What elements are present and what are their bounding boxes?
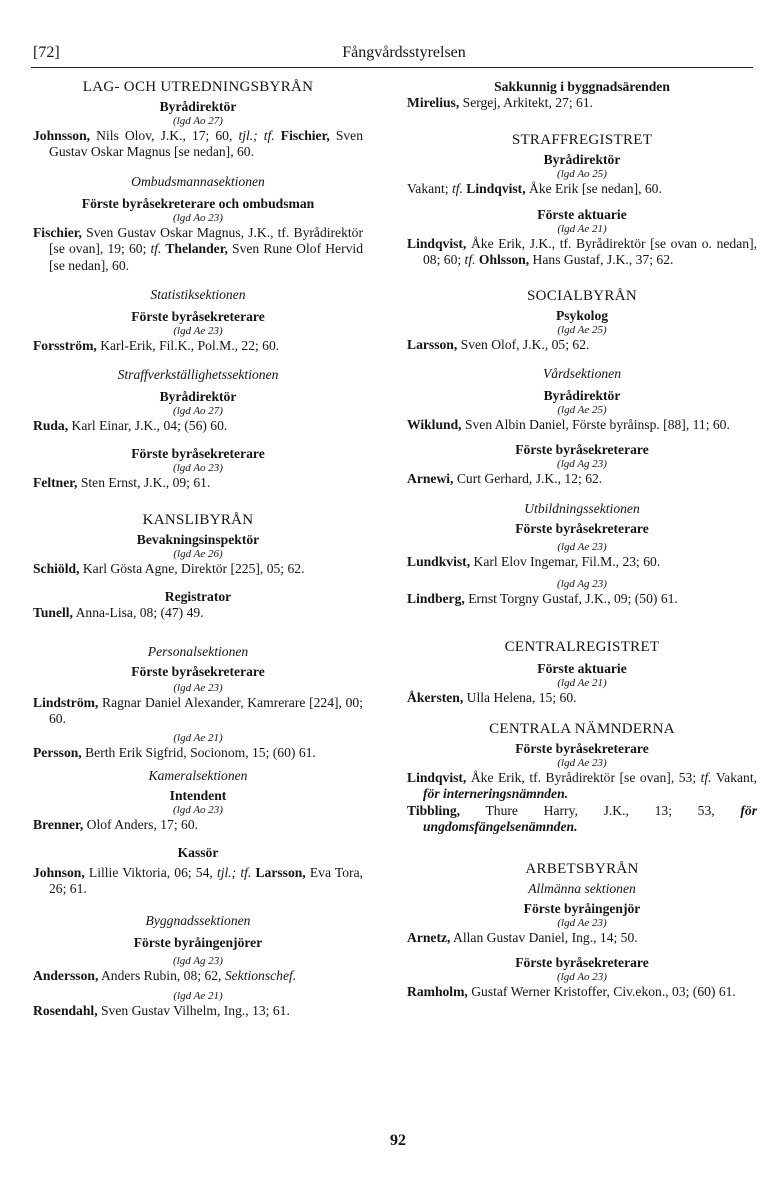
- salary-grade: (lgd Ae 26): [173, 548, 223, 561]
- section-title: KANSLIBYRÅN: [142, 512, 254, 529]
- section-title: STRAFFREGISTRET: [511, 132, 653, 149]
- salary-grade: (lgd Ae 23): [173, 325, 223, 338]
- role-heading: Förste byråsekreterare: [515, 520, 649, 536]
- person-entry: Arnewi, Curt Gerhard, J.K., 12; 62.: [407, 471, 603, 487]
- role-heading: Förste byråsekreterare: [515, 741, 649, 757]
- section-title: CENTRALREGISTRET: [504, 638, 660, 655]
- person-entry: Johnson, Lillie Viktoria, 06; 54, tjl.; tf. Larsson, Eva Tora, 26; 61.: [33, 864, 364, 897]
- role-heading: Intendent: [169, 788, 227, 804]
- section-title: LAG- OCH UTREDNINGSBYRÅN: [82, 79, 314, 95]
- person-entry: Johnsson, Nils Olov, J.K., 17; 60, tjl.; tf. Fischier, Sven Gustav Oskar Magnus [se nedan], 60.: [33, 128, 364, 160]
- person-entry: Ramholm, Gustaf Werner Kristoffer, Civ.ekon., 03; (60) 61.: [407, 984, 736, 1000]
- person-entry: Wiklund, Sven Albin Daniel, Förste byråinsp. [88], 11; 60.: [407, 417, 730, 433]
- right-column: [407, 78, 757, 1001]
- salary-grade: (lgd Ag 23): [557, 578, 607, 591]
- person-entry: Fischier, Sven Gustav Oskar Magnus, J.K., tf. Byrådirektör [se ovan], 19; 60; tf. Thelander, Sven Rune Olof Hervid [se nedan], 60.: [33, 224, 363, 273]
- person-entry: Vakant; tf. Lindqvist, Åke Erik [se nedan], 60.: [407, 181, 662, 197]
- role-heading: Sakkunnig i byggnadsärenden: [494, 79, 670, 94]
- salary-grade: (lgd Ag 23): [557, 458, 607, 471]
- role-heading: Förste byråsekreterare: [515, 955, 649, 971]
- role-heading: Förste aktuarie: [537, 660, 627, 676]
- salary-grade: (lgd Ae 23): [557, 916, 607, 929]
- role-heading: Förste byråingenjör: [523, 900, 641, 916]
- role-heading: Förste byråsekreterare: [515, 442, 649, 458]
- salary-grade: (lgd Ao 25): [557, 168, 607, 181]
- salary-grade: (lgd Ae 21): [173, 731, 223, 744]
- person-name: Johnsson,: [33, 128, 91, 143]
- person-entry: Forsström, Karl-Erik, Fil.K., Pol.M., 22; 60.: [33, 338, 280, 354]
- person-entry: Persson, Berth Erik Sigfrid, Socionom, 15; (60) 61.: [33, 744, 316, 760]
- salary-grade: (lgd Ae 21): [557, 222, 607, 235]
- role-heading: Byrådirektör: [159, 389, 237, 405]
- person-entry: Arnetz, Allan Gustav Daniel, Ing., 14; 50.: [407, 929, 638, 945]
- subsection-title: Vårdsektionen: [542, 366, 622, 382]
- salary-grade: (lgd Ao 23): [173, 461, 223, 474]
- salary-grade: (lgd Ao 23): [557, 971, 607, 984]
- section-title: ARBETSBYRÅN: [525, 860, 639, 877]
- person-entry: Lindqvist, Åke Erik, J.K., tf. Byrådirektör [se ovan o. nedan], 08; 60; tf. Ohlsson, Hans Gustaf, J.K., 37; 62.: [407, 235, 757, 268]
- role-heading: Bevakningsinspektör: [136, 532, 260, 548]
- person-entry: Larsson, Sven Olof, J.K., 05; 62.: [407, 336, 590, 352]
- person-entry: Ruda, Karl Einar, J.K., 04; (56) 60.: [33, 418, 228, 434]
- role-heading: Förste aktuarie: [537, 206, 627, 222]
- page-number-footer: 92: [390, 1132, 406, 1149]
- person-entry: Lindberg, Ernst Torgny Gustaf, J.K., 09; (50) 61.: [407, 591, 678, 607]
- left-column: [33, 78, 363, 1019]
- person-entry: Lundkvist, Karl Elov Ingemar, Fil.M., 23; 60.: [407, 553, 661, 569]
- subsection-title: Personalsektionen: [147, 644, 249, 660]
- role-heading: Byrådirektör: [159, 99, 237, 114]
- person-entry: Feltner, Sten Ernst, J.K., 09; 61.: [33, 474, 211, 490]
- salary-grade: (lgd Ae 21): [173, 989, 223, 1002]
- person-entry: Schiöld, Karl Gösta Agne, Direktör [225], 05; 62.: [33, 561, 305, 577]
- salary-grade: (lgd Ae 25): [557, 404, 607, 417]
- salary-grade: (lgd Ag 23): [173, 954, 223, 967]
- role-heading: Förste byråsekreterare: [131, 309, 265, 325]
- section-title: CENTRALA NÄMNDERNA: [489, 721, 675, 738]
- salary-grade: (lgd Ae 23): [557, 540, 607, 553]
- person-entry: Rosendahl, Sven Gustav Vilhelm, Ing., 13; 61.: [33, 1002, 290, 1018]
- page-number-header: [72]: [33, 44, 60, 61]
- subsection-title: Straffverkställighetssektionen: [117, 367, 279, 383]
- role-heading: Byrådirektör: [543, 388, 621, 404]
- role-heading: Förste byråsekreterare och ombudsman: [81, 195, 315, 211]
- role-heading: Kassör: [177, 844, 219, 860]
- person-entry: Andersson, Anders Rubin, 08; 62, Sektionschef.: [33, 967, 297, 983]
- person-entry: Lindström, Ragnar Daniel Alexander, Kamrerare [224], 00; 60.: [33, 695, 363, 727]
- person-entry: Brenner, Olof Anders, 17; 60.: [33, 817, 199, 833]
- subsection-title: Allmänna sektionen: [528, 880, 636, 896]
- role-heading: Förste byråsekreterare: [131, 664, 265, 680]
- salary-grade: (lgd Ao 27): [173, 405, 223, 418]
- salary-grade: (lgd Ae 23): [557, 757, 607, 770]
- person-entry: Tibbling, Thure Harry, J.K., 13; 53, för ungdomsfängelsenämnden.: [407, 802, 757, 835]
- section-title: SOCIALBYRÅN: [527, 287, 637, 304]
- salary-grade: (lgd Ao 27): [173, 115, 223, 127]
- salary-grade: (lgd Ae 25): [557, 323, 607, 336]
- salary-grade: (lgd Ao 23): [173, 211, 223, 224]
- subsection-title: Utbildningssektionen: [524, 500, 640, 516]
- role-heading: Förste byråsekreterare: [131, 445, 265, 461]
- role-heading: Psykolog: [555, 307, 609, 323]
- running-title: Fångvårdsstyrelsen: [342, 44, 466, 61]
- salary-grade: (lgd Ao 23): [173, 804, 223, 817]
- subsection-title: Statistiksektionen: [150, 287, 246, 303]
- person-entry: Lindqvist, Åke Erik, tf. Byrådirektör [se ovan], 53; tf. Vakant, för interneringsnämnden.: [407, 770, 757, 802]
- salary-grade: (lgd Ae 21): [557, 676, 607, 689]
- subsection-title: Ombudsmannasektionen: [131, 173, 265, 189]
- person-entry: Mirelius, Sergej, Arkitekt, 27; 61.: [407, 95, 594, 110]
- person-entry: Åkersten, Ulla Helena, 15; 60.: [407, 689, 577, 705]
- role-heading: Byrådirektör: [543, 152, 621, 168]
- person-entry: Tunell, Anna-Lisa, 08; (47) 49.: [33, 604, 204, 620]
- subsection-title: Kameralsektionen: [148, 768, 248, 784]
- role-heading: Förste byråingenjörer: [133, 934, 263, 950]
- role-heading: Registrator: [164, 588, 232, 604]
- salary-grade: (lgd Ae 23): [173, 682, 223, 695]
- subsection-title: Byggnadssektionen: [145, 912, 251, 928]
- header-rule: [31, 67, 753, 68]
